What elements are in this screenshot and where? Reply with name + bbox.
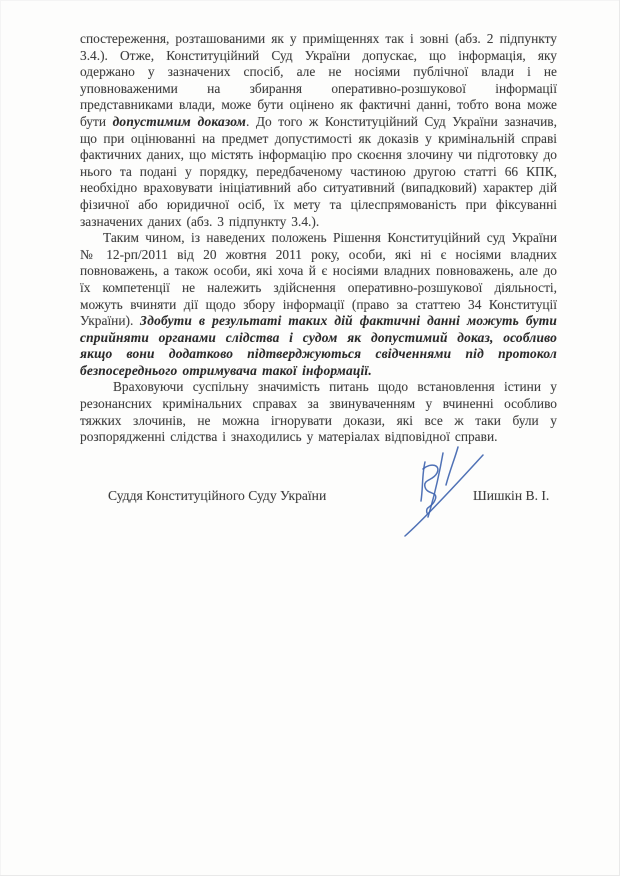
signature-stroke	[405, 455, 483, 536]
paragraph-continuation	[80, 31, 557, 230]
paragraph-closing	[80, 379, 557, 445]
paragraph-text: спостереження, розташованими як у приміщеннях так і зовні (абз. 2 підпункту 3.4.). Отже, Конституційний Суд України допускає, що інформація, яку одержано у зазначених спосіб, але не носіями публічної влади і не уповноваженими на збирання оперативно-розшукової інформації представниками влади, може бути оцінено як фактичні данні, тобто вона може бути	[80, 31, 557, 129]
signer-name: Шишкін В. І.	[473, 488, 550, 503]
signer-title: Суддя Конституційного Суду України	[108, 488, 327, 503]
paragraph-conclusion	[80, 230, 557, 379]
signature-stroke	[446, 447, 458, 485]
emphasized-phrase: допустимим доказом	[112, 113, 246, 129]
paragraph-text: . До того ж Конституційний Суд України зазначив, що при оцінюванні на предмет допустимості як доказів у кримінальній справі фактичних даних, що містять інформацію про скоєння злочину чи підготовку до нього та подані у порядку, передбаченому частиною другою статті 66 КПК, необхідно враховувати ініціативний або ситуативний (випадковий) характер дій фізичної або юридичної осіб, їх мету та цілеспрямованість при фіксуванні зазначених даних (абз. 3 підпункту 3.4.).	[80, 113, 557, 229]
emphasized-statement: Здобути в результаті таких дій фактичні данні можуть бути сприйняти органами слідства і судом як допустимий доказ, особливо якщо вони додатково підтверджуються свідченнями під протокол безпосереднього отримувача такої інформації.	[80, 313, 557, 378]
paragraph-text: Таким чином, із наведених положень Рішення Конституційний суд України № 12-рп/2011 від 20 жовтня 2011 року, особи, які ні є носіями владних повноважень, а також особи, які хоча й є носіями владних повноважень, але до їх компетенції не належить здійснення оперативно-розшукової діяльності, можуть вчиняти дії щодо збору інформації (право за статтею 34 Конституції України).	[80, 230, 557, 329]
document-body	[80, 31, 557, 446]
signature-stroke	[428, 453, 443, 517]
paragraph-text: Враховуючи суспільну значимість питань щодо встановлення істини у резонансних кримінальних справах за звинуваченням у вчиненні особливо тяжких злочинів, не можна ігнорувати докази, які все ж таки були у розпорядженні слідства і знаходились у матеріалах відповідної справи.	[80, 379, 557, 445]
